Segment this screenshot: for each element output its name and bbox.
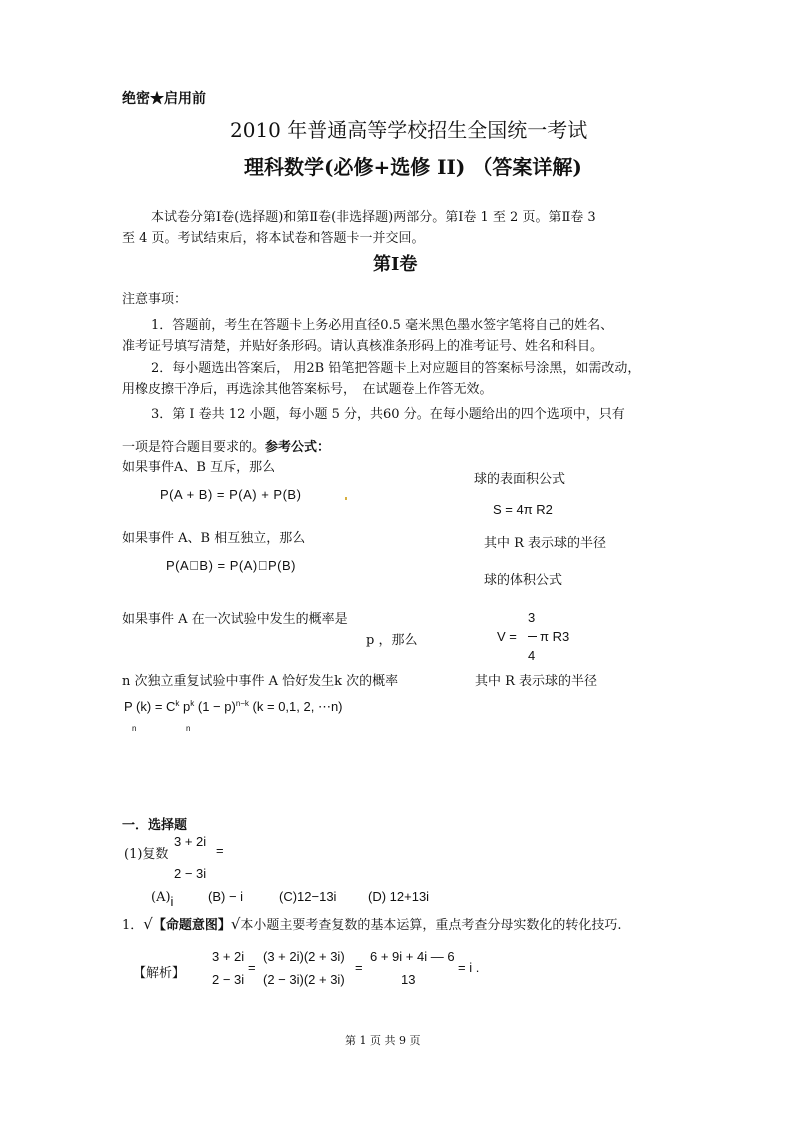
notice-item-1-line-2: 准考证号填写清楚，并贴好条形码。请认真核准条形码上的准考证号、姓名和科目。 bbox=[122, 339, 604, 354]
step1-numerator: 3 + 2i bbox=[212, 949, 245, 964]
step1-equals: = bbox=[248, 960, 256, 975]
page-number: 第 1 页 共 9 页 bbox=[345, 1034, 421, 1047]
choice-section-heading: 一．选择题 bbox=[122, 818, 188, 833]
step1-denominator: 2 − 3i bbox=[212, 972, 245, 987]
reference-formulas-label: 参考公式： bbox=[265, 440, 331, 455]
surface-formula: S = 4π R2 bbox=[493, 502, 553, 517]
volume-numerator: 3 bbox=[528, 610, 536, 625]
q1-numerator: 3 + 2i bbox=[174, 834, 207, 849]
notice-item-3-line-1: 3．第 I 卷共 12 小题，每小题 5 分，共60 分。在每小题给出的四个选项中，只有 bbox=[151, 407, 625, 422]
step3-numerator: 6 + 9i + 4i — 6 bbox=[370, 949, 455, 964]
step3-denominator: 13 bbox=[401, 972, 416, 987]
section-heading: 第Ⅰ卷 bbox=[373, 254, 418, 275]
jiexi-label: 【解析】 bbox=[133, 966, 186, 981]
stray-mark bbox=[345, 497, 347, 500]
intent-text: 本小题主要考查复数的基本运算，重点考查分母实数化的转化技巧. bbox=[240, 918, 622, 933]
surface-label: 球的表面积公式 bbox=[474, 472, 566, 487]
intro-line-2: 至 4 页。考试结束后，将本试卷和答题卡一并交回。 bbox=[122, 231, 425, 246]
q1-equals: = bbox=[216, 843, 224, 858]
radius-note-1: 其中 R 表示球的半径 bbox=[484, 536, 607, 551]
volume-fraction-bar bbox=[528, 636, 537, 637]
step2-numerator: (3 + 2i)(2 + 3i) bbox=[263, 949, 345, 964]
step2-equals: = bbox=[355, 960, 363, 975]
volume-label: 球的体积公式 bbox=[484, 573, 563, 588]
option-c: (C)12−13i bbox=[279, 889, 337, 904]
independent-label: 如果事件 A、B 相互独立，那么 bbox=[122, 531, 306, 546]
q1-denominator: 2 − 3i bbox=[174, 866, 207, 881]
analysis-number: 1． bbox=[122, 918, 144, 933]
exclusive-formula: P(A + B) = P(A) + P(B) bbox=[160, 487, 302, 502]
option-d: (D) 12+13i bbox=[368, 889, 430, 904]
q1-prefix: (1)复数 bbox=[124, 847, 169, 862]
intro-line-1: 本试卷分第Ⅰ卷(选择题)和第Ⅱ卷(非选择题)两部分。第Ⅰ卷 1 至 2 页。第Ⅱ卷 3 bbox=[151, 210, 596, 225]
paper-title: 理科数学(必修+选修 II) （答案详解) bbox=[244, 155, 582, 179]
bernoulli-formula: P $(k) = C^k$ $p^k$ $(1 - p)^{n-k}$ (k = 0,1, 2, ⋯n) bbox=[124, 699, 343, 714]
notice-item-3-line-2 bbox=[122, 436, 330, 455]
probability-label: 如果事件 A 在一次试验中发生的概率是 bbox=[122, 612, 348, 627]
checkmark-icon: √ bbox=[230, 915, 241, 933]
step2-denominator: (2 − 3i)(2 + 3i) bbox=[263, 972, 345, 987]
analysis-intent-line bbox=[122, 914, 622, 933]
bernoulli-sub-n-2: n bbox=[186, 724, 191, 733]
volume-lhs: V = bbox=[497, 629, 517, 644]
checkmark-icon: √ bbox=[143, 915, 153, 933]
volume-rhs: π R3 bbox=[540, 629, 570, 644]
volume-denominator: 4 bbox=[528, 648, 536, 663]
bernoulli-label: n 次独立重复试验中事件 A 恰好发生k 次的概率 bbox=[122, 674, 399, 689]
independent-formula: P(A􀀀B) = P(A)􀀀P(B) bbox=[166, 558, 296, 573]
notice-item-2-line-1: 2．每小题选出答案后， 用2B 铅笔把答题卡上对应题目的答案标号涂黑，如需改动， bbox=[151, 361, 641, 376]
intent-label: 【命题意图】 bbox=[152, 918, 231, 933]
probability-p: p ，那么 bbox=[366, 633, 418, 648]
secret-label: 绝密★启用前 bbox=[122, 91, 206, 107]
exam-title: 2010 年普通高等学校招生全国统一考试 bbox=[230, 118, 588, 142]
notice-item-1-line-1: 1．答题前，考生在答题卡上务必用直径0.5 毫米黑色墨水签字笔将自己的姓名、 bbox=[151, 318, 614, 333]
notice-label: 注意事项： bbox=[122, 292, 188, 307]
option-b: (B) − i bbox=[208, 889, 244, 904]
exclusive-label: 如果事件A、B 互斥，那么 bbox=[122, 460, 276, 475]
bernoulli-sub-n-1: n bbox=[132, 724, 137, 733]
notice-item-2-line-2: 用橡皮擦干净后，再选涂其他答案标号， 在试题卷上作答无效。 bbox=[122, 382, 493, 397]
notice-item-3-text: 一项是符合题目要求的。 bbox=[122, 440, 266, 455]
option-a: (A)i bbox=[151, 890, 174, 909]
analysis-result: = i . bbox=[458, 960, 480, 975]
radius-note-2: 其中 R 表示球的半径 bbox=[475, 674, 598, 689]
